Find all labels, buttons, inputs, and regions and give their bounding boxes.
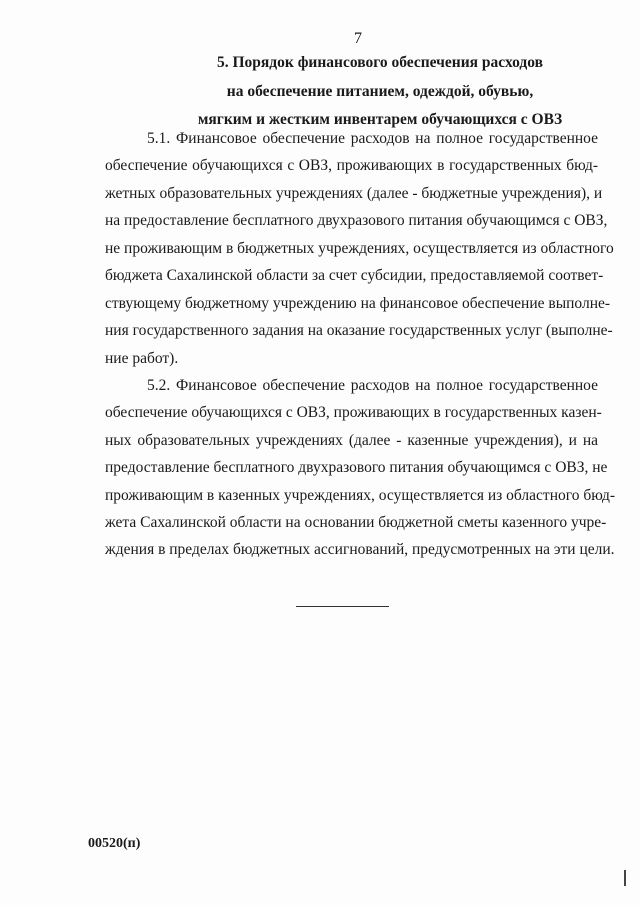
paragraph-line: обеспечение обучающихся с ОВЗ, проживающих в государственных казен- bbox=[105, 404, 602, 421]
paragraph-line: 5.2. Финансовое обеспечение расходов на полное государственное bbox=[147, 377, 598, 394]
paragraph-line: ствующему бюджетному учреждению на финансовое обеспечение выполне- bbox=[105, 295, 611, 312]
paragraph-line: 5.1. Финансовое обеспечение расходов на полное государственное bbox=[147, 130, 598, 147]
paragraph-line: проживающим в казенных учреждениях, осуществляется из областного бюд- bbox=[105, 487, 616, 504]
paragraph-line: ных образовательных учреждениях (далее - казенные учреждения), и на bbox=[105, 432, 598, 449]
paragraph-line: не проживающим в бюджетных учреждениях, осуществляется из областного bbox=[105, 240, 614, 257]
paragraph-line: жетных образовательных учреждениях (далее - бюджетные учреждения), и bbox=[105, 185, 603, 202]
paragraph-line: на предоставление бесплатного двухразового питания обучающимся с ОВЗ, bbox=[105, 212, 608, 229]
paragraph-line: бюджета Сахалинской области за счет субсидии, предоставляемой соответ- bbox=[105, 267, 604, 284]
section-heading-line-3: мягким и жестким инвентарем обучающихся с ОВЗ bbox=[197, 111, 563, 128]
paragraph-line: ния государственного задания на оказание государственных услуг (выполне- bbox=[105, 322, 613, 339]
scan-edge-mark bbox=[624, 870, 626, 886]
document-code: 00520(п) bbox=[88, 836, 141, 851]
page-number: 7 bbox=[354, 30, 362, 47]
paragraph-line: предоставление бесплатного двухразового питания обучающимся с ОВЗ, не bbox=[105, 459, 608, 476]
end-divider bbox=[296, 606, 389, 607]
paragraph-line: ждения в пределах бюджетных ассигнований, предусмотренных на эти цели. bbox=[105, 541, 615, 558]
section-heading-line-2: на обеспечение питанием, одеждой, обувью, bbox=[226, 83, 534, 100]
paragraph-line: обеспечение обучающихся с ОВЗ, проживающих в государственных бюд- bbox=[105, 157, 598, 174]
paragraph-line: ние работ). bbox=[105, 350, 179, 367]
paragraph-line: жета Сахалинской области на основании бюджетной сметы казенного учре- bbox=[105, 514, 607, 531]
section-heading-line-1: 5. Порядок финансового обеспечения расходов bbox=[216, 54, 543, 71]
